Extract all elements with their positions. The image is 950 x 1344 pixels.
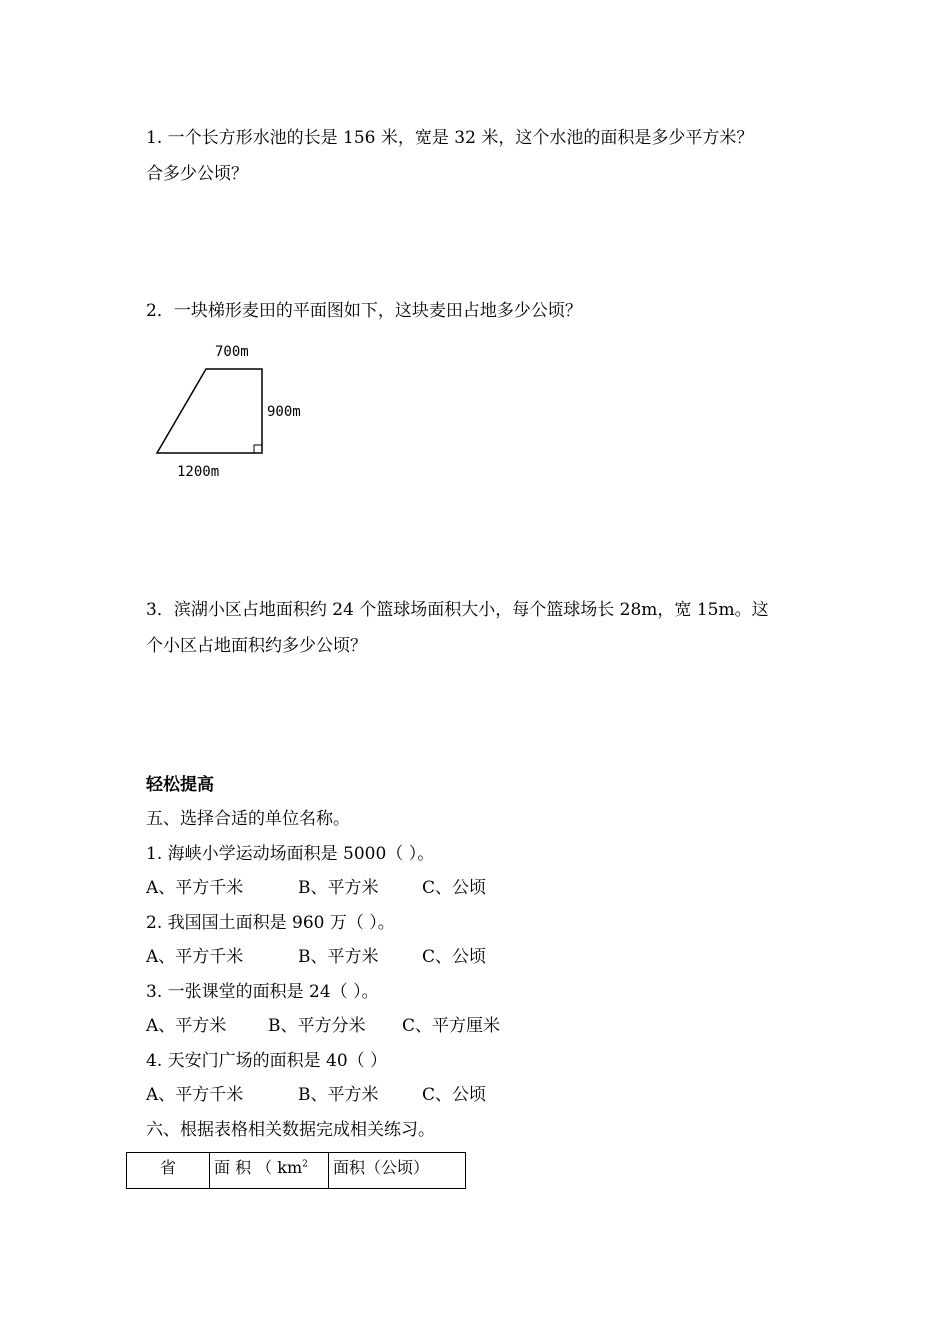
section-heading: 轻松提高 — [146, 775, 214, 795]
option-3b: B、平方分米 — [268, 1016, 366, 1036]
header-area-km2: 面 积 （ $km^2$ — [210, 1153, 329, 1189]
option-4b: B、平方米 — [298, 1085, 379, 1105]
question-1-line-2: 合多少公顷？ — [146, 164, 248, 184]
option-3a: A、平方米 — [146, 1016, 227, 1036]
question-3-line-2: 个小区占地面积约多少公顷？ — [146, 636, 367, 656]
option-2b: B、平方米 — [298, 947, 379, 967]
question-2: 2．一块梯形麦田的平面图如下，这块麦田占地多少公顷？ — [146, 301, 582, 321]
right-angle-marker — [254, 445, 262, 453]
header-area-hectare: 面积（公顷） — [329, 1153, 466, 1189]
option-1b: B、平方米 — [298, 878, 379, 898]
option-1a: A、平方千米 — [146, 878, 244, 898]
choice-question-3: 3. 一张课堂的面积是 24（ ）。 — [146, 982, 379, 1002]
option-4a: A、平方千米 — [146, 1085, 244, 1105]
question-1-line-1: 1. 一个长方形水池的长是 156 米，宽是 32 米，这个水池的面积是多少平方米？ — [146, 128, 754, 148]
part-6-title: 六、根据表格相关数据完成相关练习。 — [146, 1120, 435, 1140]
header-province: 省 — [127, 1153, 210, 1189]
table-header-row — [127, 1153, 466, 1189]
area-table — [126, 1152, 466, 1189]
choice-question-2: 2. 我国国土面积是 960 万（ ）。 — [146, 913, 395, 933]
trapezoid-figure — [140, 338, 360, 488]
trapezoid-shape — [157, 369, 262, 453]
option-2a: A、平方千米 — [146, 947, 244, 967]
option-2c: C、公顷 — [422, 947, 487, 967]
choice-question-1: 1. 海峡小学运动场面积是 5000（ ）。 — [146, 844, 435, 864]
choice-question-4: 4. 天安门广场的面积是 40（ ） — [146, 1051, 388, 1071]
question-3-line-1: 3．滨湖小区占地面积约 24 个篮球场面积大小，每个篮球场长 28m，宽 15m。这 — [146, 600, 769, 620]
option-4c: C、公顷 — [422, 1085, 487, 1105]
option-1c: C、公顷 — [422, 878, 487, 898]
option-3c: C、平方厘米 — [402, 1016, 501, 1036]
top-label: 700m — [215, 344, 249, 360]
part-5-title: 五、选择合适的单位名称。 — [146, 809, 350, 829]
bottom-label: 1200m — [177, 464, 220, 480]
side-label: 900m — [267, 404, 301, 420]
